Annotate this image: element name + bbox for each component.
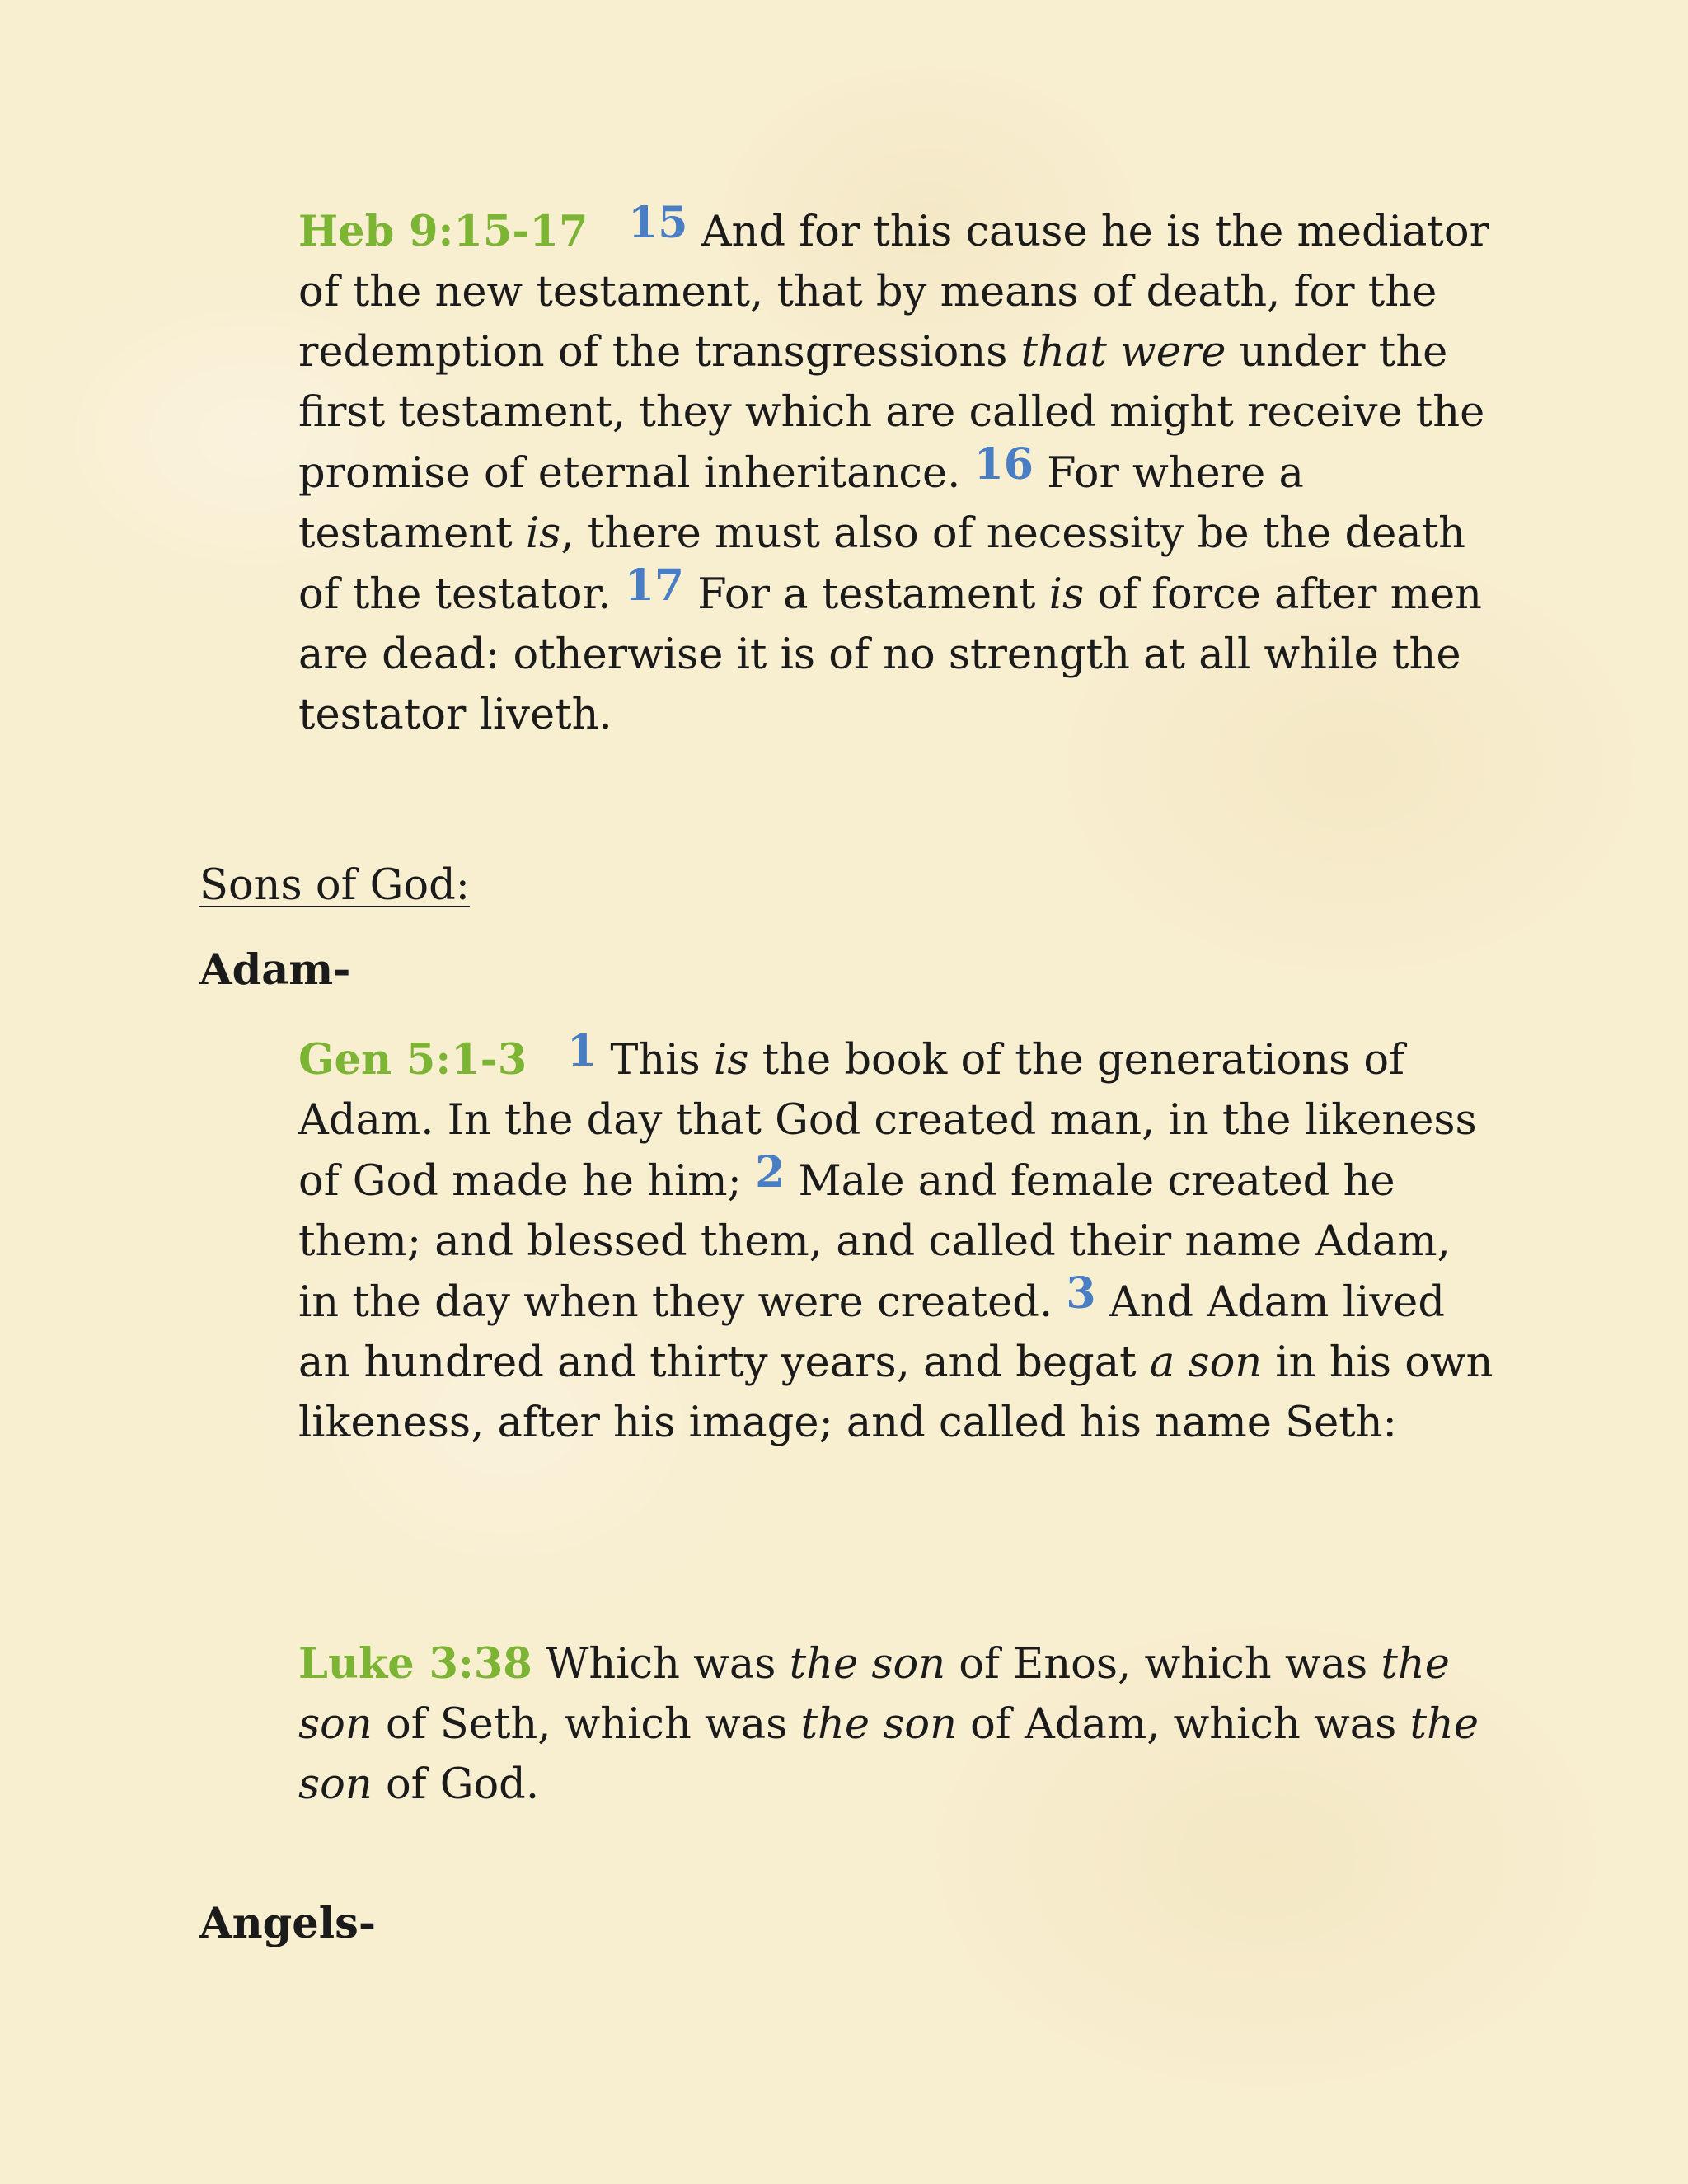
italic-text: the son	[298, 1700, 1479, 1809]
verse-text: in his own likeness, after his image; and called his name Seth:	[298, 1338, 1493, 1447]
verse-text: Which was	[532, 1640, 790, 1689]
passage-luke	[298, 1634, 1493, 1815]
section-heading-angels: Angels-	[199, 1899, 377, 1948]
section-heading-adam: Adam-	[199, 945, 351, 995]
verse-number: 1	[566, 1026, 598, 1076]
italic-text: a son	[1149, 1338, 1263, 1387]
verse-text: , there must also of necessity be the death of the testator.	[298, 509, 1466, 619]
verse-number: 2	[755, 1147, 785, 1197]
verse-text: This	[597, 1036, 714, 1085]
verse-text: For where a testament	[298, 449, 1304, 558]
verse-text: And for this cause he is the mediator of the new testament, that by means of death, for the redemption of the transgressions	[298, 208, 1489, 377]
italic-text: is	[525, 509, 561, 558]
italic-text: the son	[298, 1640, 1450, 1749]
verse-text: For a testament	[684, 570, 1049, 619]
verse-number: 15	[628, 198, 688, 248]
italic-text: the son	[789, 1640, 946, 1689]
verse-text: under the first testament, they which are called might receive the promise of eternal inheritance.	[298, 328, 1485, 498]
verse-text: Male and female created he them; and blessed them, and called their name Adam, in the day when they were created.	[298, 1157, 1451, 1327]
verse-text: the book of the generations of Adam. In the day that God created man, in the likeness of God made he him;	[298, 1036, 1477, 1206]
verse-number: 16	[973, 439, 1034, 490]
scripture-reference: Luke 3:38	[298, 1639, 532, 1689]
italic-text: that were	[1020, 328, 1226, 377]
verse-text: And Adam lived an hundred and thirty years, and begat	[298, 1278, 1446, 1387]
verse-text: of Enos, which was	[945, 1640, 1381, 1689]
scripture-reference: Gen 5:1-3	[298, 1035, 528, 1085]
verse-number: 17	[624, 560, 685, 611]
verse-text: of Seth, which was	[372, 1700, 801, 1749]
verse-text: of force after men are dead: otherwise it is of no strength at all while the testator liveth.	[298, 570, 1482, 739]
italic-text: is	[1048, 570, 1085, 619]
passage-genesis	[298, 1026, 1493, 1453]
verse-number: 3	[1066, 1268, 1096, 1319]
section-heading-sons-of-god: Sons of God:	[199, 861, 470, 910]
passage-hebrews	[298, 198, 1493, 745]
verse-text: of God.	[372, 1760, 540, 1809]
verse-text: of Adam, which was	[956, 1700, 1410, 1749]
italic-text: is	[713, 1036, 749, 1085]
scripture-reference: Heb 9:15-17	[298, 207, 588, 256]
italic-text: the son	[800, 1700, 957, 1749]
